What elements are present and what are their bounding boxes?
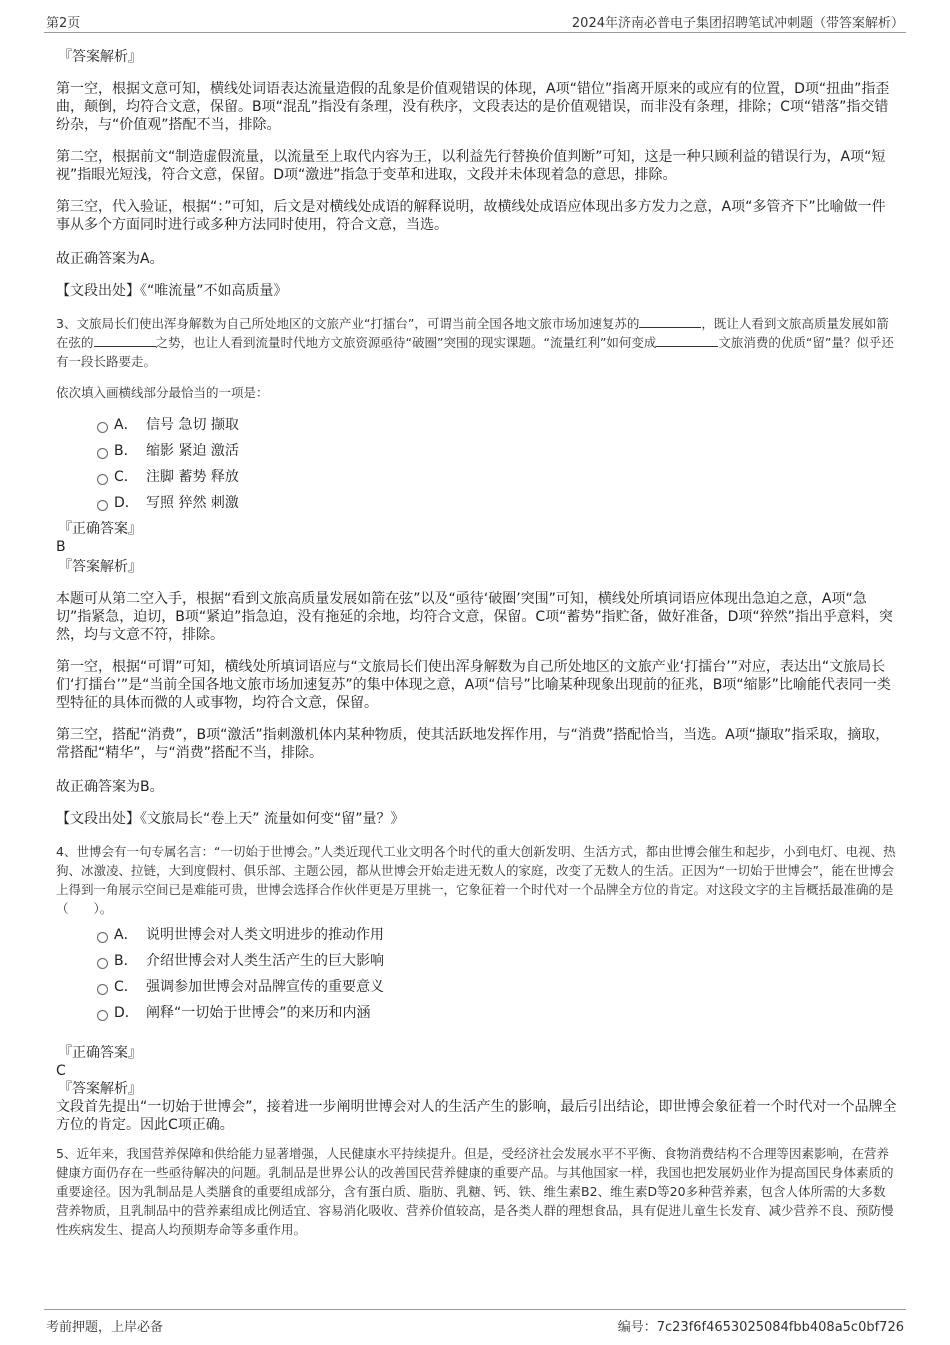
option-letter: A． xyxy=(114,927,138,943)
q3-conclusion: 故正确答案为B。 xyxy=(56,779,164,795)
q3-correct-label: 『正确答案』 xyxy=(58,521,142,537)
option-letter: C． xyxy=(114,979,138,995)
fill-blank xyxy=(94,334,156,347)
q3-analysis-label: 『答案解析』 xyxy=(58,559,142,575)
q4-analysis-label: 『答案解析』 xyxy=(58,1081,142,1097)
option-letter: B． xyxy=(114,953,138,969)
option-letter: D． xyxy=(114,495,139,511)
q4-correct-label: 『正确答案』 xyxy=(58,1045,142,1061)
q4-correct-answer: C xyxy=(56,1063,66,1079)
option-text: 信号 急切 撷取 xyxy=(146,417,239,433)
q3-option-b[interactable] xyxy=(56,438,898,464)
option-letter: D． xyxy=(114,1005,139,1021)
option-text: 写照 猝然 刺激 xyxy=(146,495,239,511)
document-body xyxy=(56,40,898,1239)
q4-option-b[interactable] xyxy=(56,948,898,974)
q4-option-a[interactable] xyxy=(56,922,898,948)
document-title: 2024年济南必普电子集团招聘笔试冲刺题（带答案解析） xyxy=(571,16,904,31)
q3-analysis-paragraph: 本题可从第二空入手，根据“看到文旅高质量发展如箭在弦”以及“亟待‘破圈’突围”可知，横线处所填词语应体现出急迫之意，A项“急切”指紧急，迫切，B项“紧迫”指急迫，没有拖延的余地，均符合文意，保留。C项“蓄势”指贮备，做好准备，D项“猝然”指出乎意料，突然，均与文意不符，排除。 xyxy=(56,591,893,643)
q2-analysis-paragraph: 第三空，代入验证，根据“：”可知，后文是对横线处成语的解释说明，故横线处成语应体现出多方发力之意，A项“多管齐下”比喻做一件事从多个方面同时进行或多种方法同时使用，符合文意，当选。 xyxy=(56,199,886,233)
q4-option-c[interactable] xyxy=(56,974,898,1000)
option-text: 介绍世博会对人类生活产生的巨大影响 xyxy=(146,953,384,969)
radio-button[interactable] xyxy=(97,500,108,511)
q3-options xyxy=(56,412,898,516)
option-text: 注脚 蓄势 释放 xyxy=(146,469,239,485)
option-text: 阐释“一切始于世博会”的来历和内涵 xyxy=(146,1005,371,1021)
q3-stem xyxy=(56,314,898,371)
page-footer xyxy=(44,1309,906,1334)
q3-stem-text: ，既让人看到文旅高质量发展如箭在弦的 xyxy=(56,316,889,350)
q3-stem-text: 文旅消费的优质“留”量？似乎还有一段长路要走。 xyxy=(56,335,894,369)
q3-source: 【文段出处】《文旅局长“卷上天” 流量如何变“留”量？》 xyxy=(56,811,405,827)
radio-button[interactable] xyxy=(97,1010,108,1021)
fill-blank xyxy=(656,334,718,347)
q2-analysis-label: 『答案解析』 xyxy=(58,49,142,65)
fill-blank xyxy=(639,315,701,328)
q4-analysis-paragraph: 文段首先提出“一切始于世博会”，接着进一步阐明世博会对人的生活产生的影响，最后引出结论，即世博会象征着一个时代对一个品牌全方位的肯定。因此C项正确。 xyxy=(56,1099,897,1133)
page-number: 第2页 xyxy=(46,16,81,31)
q3-correct-answer: B xyxy=(56,539,66,555)
q4-option-d[interactable] xyxy=(56,1000,898,1026)
option-text: 缩影 紧迫 激活 xyxy=(146,443,239,459)
radio-button[interactable] xyxy=(97,474,108,485)
q2-conclusion: 故正确答案为A。 xyxy=(56,251,164,267)
q3-option-a[interactable] xyxy=(56,412,898,438)
q3-stem-text: 3、文旅局长们使出浑身解数为自己所处地区的文旅产业“打擂台”，可谓当前全国各地文旅市场加速复苏的 xyxy=(56,316,640,331)
q2-source: 【文段出处】《“唯流量”不如高质量》 xyxy=(56,283,288,299)
q2-analysis-paragraph: 第一空，根据文意可知，横线处词语表达流量造假的乱象是价值观错误的体现，A项“错位”指离开原来的或应有的位置，D项“扭曲”指歪曲，颠倒，均符合文意，保留。B项“混乱”指没有条理，没有秩序，文段表达的是价值观错误，而非没有条理，排除；C项“错落”指交错纷杂，与“价值观”搭配不当，排除。 xyxy=(56,81,890,133)
document-id: 编号：7c23f6f4653025084fbb408a5c0bf726 xyxy=(617,1320,904,1335)
q3-option-c[interactable] xyxy=(56,464,898,490)
radio-button[interactable] xyxy=(97,448,108,459)
option-text: 强调参加世博会对品牌宣传的重要意义 xyxy=(146,979,384,995)
q3-instruction: 依次填入画横线部分最恰当的一项是： xyxy=(56,385,269,400)
q3-analysis-paragraph: 第三空，搭配“消费”，B项“激活”指刺激机体内某种物质，使其活跃地发挥作用，与“消费”搭配恰当，当选。A项“撷取”指采取，摘取，常搭配“精华”，与“消费”搭配不当，排除。 xyxy=(56,727,890,761)
option-letter: A． xyxy=(114,417,138,433)
radio-button[interactable] xyxy=(97,958,108,969)
q3-option-d[interactable] xyxy=(56,490,898,516)
q2-analysis-paragraph: 第二空，根据前文“制造虚假流量，以流量至上取代内容为王，以利益先行替换价值判断”可知，这是一种只顾利益的错误行为，A项“短视”指眼光短浅，符合文意，保留。D项“激进”指急于变革和进取，文段并未体现着急的意思，排除。 xyxy=(56,149,886,183)
option-letter: C． xyxy=(114,469,138,485)
radio-button[interactable] xyxy=(97,984,108,995)
radio-button[interactable] xyxy=(97,422,108,433)
q4-stem: 4、世博会有一句专属名言：“一切始于世博会。”人类近现代工业文明各个时代的重大创新发明、生活方式，都由世博会催生和起步，小到电灯、电视、热狗、冰激凌、拉链，大到度假村、俱乐部、主题公园，都从世博会开始走进无数人的家庭，改变了无数人的生活。正因为“一切始于世博会”，能在世博会上得到一角展示空间已是难能可贵，世博会选择合作伙伴更是万里挑一，它象征着一个时代对一个品牌全方位的肯定。对这段文字的主旨概括最准确的是（ ）。 xyxy=(56,844,896,916)
option-text: 说明世博会对人类文明进步的推动作用 xyxy=(146,927,384,943)
q3-stem-text: 之势，也让人看到流量时代地方文旅资源亟待“破圈”突围的现实课题。“流量红利”如何变成 xyxy=(155,335,657,350)
radio-button[interactable] xyxy=(97,932,108,943)
page-header xyxy=(44,12,906,33)
q3-analysis-paragraph: 第一空，根据“可谓”可知，横线处所填词语应与“文旅局长们使出浑身解数为自己所处地区的文旅产业‘打擂台’”对应，表达出“文旅局长们‘打擂台’”是“当前全国各地文旅市场加速复苏”的集中体现之意，A项“信号”比喻某种现象出现前的征兆，B项“缩影”比喻能代表同一类型特征的具体而微的人或事物，均符合文意，保留。 xyxy=(56,659,891,711)
q4-options xyxy=(56,922,898,1026)
footer-slogan: 考前押题，上岸必备 xyxy=(46,1320,164,1335)
option-letter: B． xyxy=(114,443,138,459)
q5-stem: 5、近年来，我国营养保障和供给能力显著增强，人民健康水平持续提升。但是，受经济社会发展水平不平衡、食物消费结构不合理等因素影响，在营养健康方面仍存在一些亟待解决的问题。乳制品是世界公认的改善国民营养健康的重要产品。与其他国家一样，我国也把发展奶业作为提高国民身体素质的重要途径。因为乳制品是人类膳食的重要组成部分，含有蛋白质、脂肪、乳糖、钙、铁、维生素B2、维生素D等20多种营养素，包含人体所需的大多数营养物质，且乳制品中的营养素组成比例适宜、容易消化吸收、营养价值较高，是各类人群的理想食品，具有促进儿童生长发育、减少营养不良、预防慢性疾病发生、提高人均预期寿命等多重作用。 xyxy=(56,1146,894,1237)
